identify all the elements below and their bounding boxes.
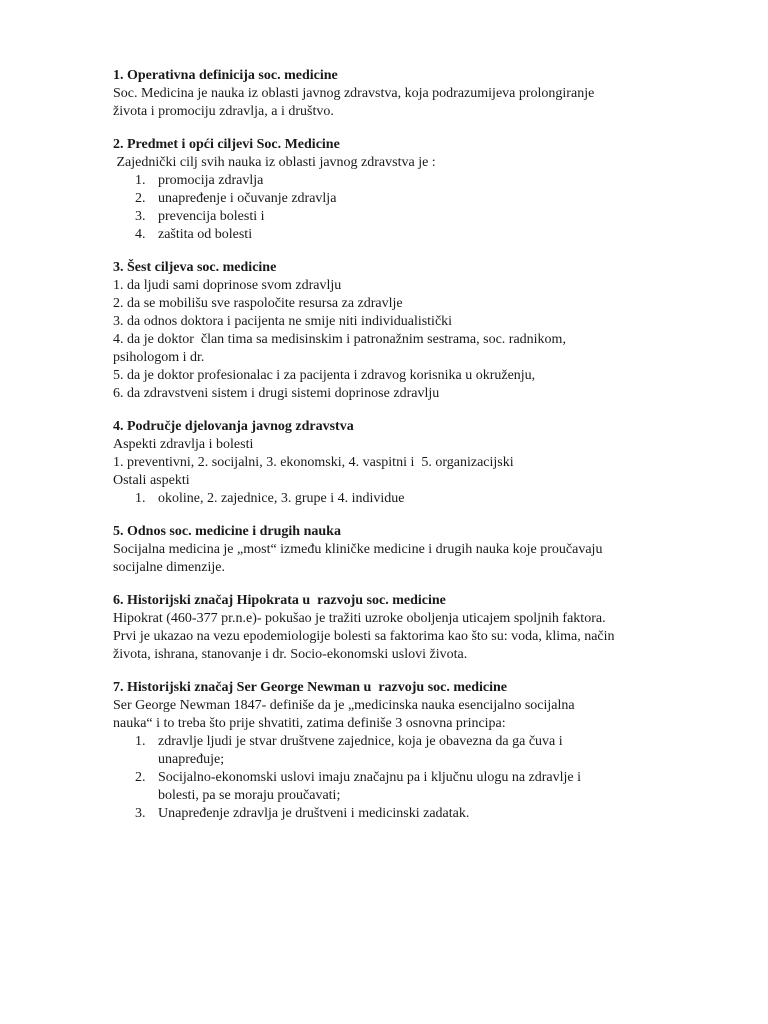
list-number: 4. — [135, 227, 146, 242]
list-number: 2. — [135, 191, 146, 206]
section-heading: 4. Područje djelovanja javnog zdravstva — [113, 419, 354, 434]
list-item — [113, 190, 673, 208]
section-heading: 7. Historijski značaj Ser George Newman u razvoju soc. medicine — [113, 680, 508, 695]
list-item-text: okoline, 2. zajednice, 3. grupe i 4. individue — [158, 491, 405, 506]
list-number: 3. — [135, 209, 146, 224]
section-6 — [113, 592, 673, 664]
list-item-text: prevencija bolesti i — [158, 209, 265, 224]
numbered-list — [113, 733, 673, 823]
section-1 — [113, 67, 673, 121]
text-line: 6. da zdravstveni sistem i drugi sistemi doprinose zdravlju — [113, 386, 440, 401]
list-item — [113, 733, 673, 769]
text-line: socijalne dimenzije. — [113, 560, 225, 575]
text-line: psihologom i dr. — [113, 350, 205, 365]
text-line: 2. da se mobilišu sve raspoločite resursa za zdravlje — [113, 296, 403, 311]
list-number: 2. — [135, 770, 146, 785]
text-line: Ostali aspekti — [113, 473, 190, 488]
list-item — [113, 805, 673, 823]
list-item — [113, 172, 673, 190]
text-line: Hipokrat (460-377 pr.n.e)- pokušao je tražiti uzroke oboljenja uticajem spoljnih faktora. — [113, 611, 606, 626]
section-heading: 6. Historijski značaj Hipokrata u razvoju soc. medicine — [113, 593, 446, 608]
text-line: Zajednički cilj svih nauka iz oblasti javnog zdravstva je : — [113, 155, 436, 170]
text-line: Prvi je ukazao na vezu epodemiologije bolesti sa faktorima kao što su: voda, klima, način — [113, 629, 615, 644]
list-item-text: promocija zdravlja — [158, 173, 264, 188]
text-line: Aspekti zdravlja i bolesti — [113, 437, 254, 452]
list-item-text: Socijalno-ekonomski uslovi imaju značajnu pa i ključnu ulogu na zdravlje i — [158, 770, 582, 785]
text-line: 4. da je doktor član tima sa medisinskim i patronažnim sestrama, soc. radnikom, — [113, 332, 566, 347]
list-number: 1. — [135, 734, 146, 749]
list-item — [113, 769, 673, 805]
list-item — [113, 226, 673, 244]
section-heading: 2. Predmet i opći ciljevi Soc. Medicine — [113, 137, 340, 152]
numbered-list — [113, 172, 673, 244]
section-3 — [113, 259, 673, 403]
text-line: 3. da odnos doktora i pacijenta ne smije niti individualistički — [113, 314, 453, 329]
list-item — [113, 490, 673, 508]
document-page — [113, 67, 673, 838]
section-7 — [113, 679, 673, 823]
list-item-text: zdravlje ljudi je stvar društvene zajednice, koja je obavezna da ga čuva i — [158, 734, 563, 749]
list-number: 1. — [135, 173, 146, 188]
section-5 — [113, 523, 673, 577]
list-number: 3. — [135, 806, 146, 821]
text-line: 1. preventivni, 2. socijalni, 3. ekonomski, 4. vaspitni i 5. organizacijski — [113, 455, 514, 470]
numbered-list — [113, 490, 673, 508]
text-line: života, ishrana, stanovanje i dr. Socio-ekonomski uslovi života. — [113, 647, 468, 662]
section-heading: 1. Operativna definicija soc. medicine — [113, 68, 338, 83]
section-2 — [113, 136, 673, 244]
list-item-text: bolesti, pa se moraju proučavati; — [158, 788, 341, 803]
text-line: života i promociju zdravlja, a i društvo. — [113, 104, 334, 119]
text-line: 5. da je doktor profesionalac i za pacijenta i zdravog korisnika u okruženju, — [113, 368, 536, 383]
section-4 — [113, 418, 673, 508]
section-heading: 5. Odnos soc. medicine i drugih nauka — [113, 524, 341, 539]
list-item-text: Unapređenje zdravlja je društveni i medicinski zadatak. — [158, 806, 470, 821]
list-number: 1. — [135, 491, 146, 506]
text-line: nauka“ i to treba što prije shvatiti, zatima definiše 3 osnovna principa: — [113, 716, 506, 731]
text-line: Ser George Newman 1847- definiše da je „medicinska nauka esencijalno socijalna — [113, 698, 575, 713]
list-item — [113, 208, 673, 226]
list-item-text: unapređenje i očuvanje zdravlja — [158, 191, 337, 206]
section-heading: 3. Šest ciljeva soc. medicine — [113, 260, 277, 275]
list-item-text: unapređuje; — [158, 752, 225, 767]
text-line: 1. da ljudi sami doprinose svom zdravlju — [113, 278, 342, 293]
text-line: Socijalna medicina je „most“ između kliničke medicine i drugih nauka koje proučavaju — [113, 542, 603, 557]
text-line: Soc. Medicina je nauka iz oblasti javnog zdravstva, koja podrazumijeva prolongiranje — [113, 86, 595, 101]
list-item-text: zaštita od bolesti — [158, 227, 253, 242]
